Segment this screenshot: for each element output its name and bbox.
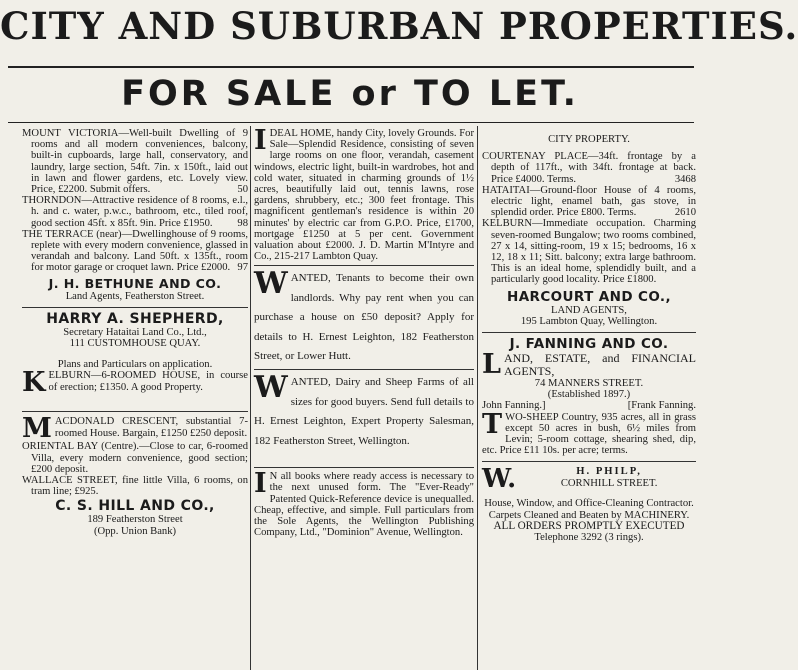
listing-wallace-street: WALLACE STREET, fine little Villa, 6 rooms, on tram line; £925. [22,475,248,498]
listing-courtenay-place: COURTENAY PLACE—34ft. frontage by a depth of 117ft., with 34ft. frontage at back. Price £4000. Terms. 3468 [482,151,696,185]
fanning-line: LAND, ESTATE, and FINANCIAL AGENTS, [482,349,696,381]
agent-harcourt-address: 195 Lambton Quay, Wellington. [520,315,658,327]
ad-wanted-farms: WANTED, Dairy and Sheep Farms of all sizes for good buyers. Send full details to H. Ernest Leighton, Expert Property Salesman, 182 Featherston Street, Wellington. [254,370,474,447]
column-right [482,128,696,668]
agent-hill: C. S. HILL AND CO., [55,498,215,515]
philp-orders: ALL ORDERS PROMPTLY EXECUTED [493,519,685,532]
ad-wanted-tenants: WANTED, Tenants to become their own landlords. Why pay rent when you can purchase a house on £50 deposit? Apply for details to H. Ernest Leighton, 182 Featherston Street, or Lower Hutt. [254,266,474,363]
agent-hill-note: (Opp. Union Bank) [93,525,177,537]
column-middle [254,125,474,668]
agent-bethune: J. H. BETHUNE AND CO. [48,275,222,291]
philp-address: CORNHILL STREET. [560,477,658,489]
philp-service: House, Window, and Office-Cleaning Contractor. [484,498,694,510]
page-subtitle: FOR SALE or TO LET. [121,74,579,114]
agent-shepherd: HARRY A. SHEPHERD, [46,310,224,327]
agent-shepherd-title: Secretary Hataitai Land Co., Ltd., [63,326,207,338]
column-divider [477,126,478,670]
city-property-heading: CITY PROPERTY. [548,134,630,145]
shepherd-plans: Plans and Particulars on application. [57,359,213,371]
subtitle-rule [8,122,694,123]
listing-kelburn-bungalow: KELBURN—Immediate occupation. Charming seven-roomed Bungalow; two rooms combined, 27 x 14, sitting-room, 19 x 15; bedrooms, 16 x 12, 18 x 11; Sitt. balcony; extra large bathroom. This is an ideal home, splendidly built, and a particularly good locality. Price £1800. [482,218,696,286]
title-rule [8,66,694,68]
divider [22,411,248,412]
divider [22,307,248,308]
divider [482,332,696,333]
ad-ever-ready: I N all books where ready access is necessary to the next unused form. The "Ever-Ready" Patented Quick-Reference device is unequalled. Cheap, effective, and simple. Full particulars from the Sole Agents, the Wellington Publishing Company, Ltd., "Dominion" Avenue, Wellington. [254,468,474,539]
divider [254,467,474,468]
agent-fanning: J. FANNING AND CO. [509,336,669,353]
agent-shepherd-address: 111 CUSTOMHOUSE QUAY. [69,338,201,350]
listing-kelburn: KELBURN—6-ROOMED HOUSE, in course of erection; £1350. A good Property. [22,367,248,399]
listing-ideal-home: IDEAL HOME, handy City, lovely Grounds. For Sale—Splendid Residence, consisting of seven large rooms on one floor, verandah, casement windows, electric light, built-in wardrobes, hot and cold water, situated in charming grounds of 1½ acres, beautifully laid out, tennis lawns, rose gardens, shrubbery, etc.; 300 feet frontage. This magnificent gentleman's residence is within 20 minutes' by electric car from G.P.O. Price, £1700, mortgage £1250 at 5 per cent. Government valuation about £2000. J. D. Martin M'Intyre and Co., 215-217 Lambton Quay. [254,125,474,263]
column-divider [250,126,251,670]
listing-oriental-bay: ORIENTAL BAY (Centre).—Close to car, 6-roomed Villa, every modern convenience, good section; £200 deposit. [22,441,248,475]
listing-macdonald: MACDONALD CRESCENT, substantial 7-roomed House. Bargain, £1250 £250 deposit. [22,413,248,445]
listing-two-sheep: TWO-SHEEP Country, 935 acres, all in grass except 50 acres in bush, 6½ miles from Levin; 5-room cottage, shearing shed, dip, etc. Price £11 10s. per acre; terms. [482,408,696,457]
listing-thorndon: THORNDON—Attractive residence of 8 rooms, e.l., h. and c. water, p.w.c., bathroom, etc., tiled roof, good section 45ft. x 85ft. 9in. Price £1950. 98 [22,195,248,229]
agent-bethune-address: Land Agents, Featherston Street. [65,290,205,302]
philp-header [482,464,696,495]
column-left [22,128,248,668]
agent-harcourt: HARCOURT AND CO., [507,288,671,305]
philp-telephone: Telephone 3292 (3 rings). [534,532,644,544]
philp-carpets: Carpets Cleaned and Beaten by MACHINERY. [488,509,690,521]
agent-harcourt-title: LAND AGENTS, [551,304,627,316]
philp-name: H. PHILP, [576,466,642,478]
listing-terrace: THE TERRACE (near)—Dwellinghouse of 9 rooms, replete with every modern convenience, glassed in verandah and balcony. Land 50ft. x 135ft., room for motor garage or croquet lawn. Price £2000. 97 [22,228,248,274]
listing-mount-victoria: MOUNT VICTORIA—Well-built Dwelling of 9 rooms and all modern conveniences, balcony, built-in cupboards, large hall, conservatory, and laundry, large section, 54ft. 7in. x 150ft., laid out in lawn and flower gardens, etc. Lovely view. Price, £2200. Submit offers. 50 [22,128,248,196]
fanning-address: 74 MANNERS STREET. [534,378,644,390]
page-title: CITY AND SUBURBAN PROPERTIES. [0,4,798,48]
philp-initial: W. [482,464,517,495]
fanning-partners: John Fanning.] [Frank Fanning. [482,400,696,412]
fanning-established: (Established 1897.) [547,389,631,401]
divider [482,461,696,462]
agent-hill-address: 189 Featherston Street [87,514,183,526]
listing-hataitai: HATAITAI—Ground-floor House of 4 rooms, electric light, enamel bath, gas stove, in splendid order. Price £800. Terms. 2610 [482,184,696,219]
